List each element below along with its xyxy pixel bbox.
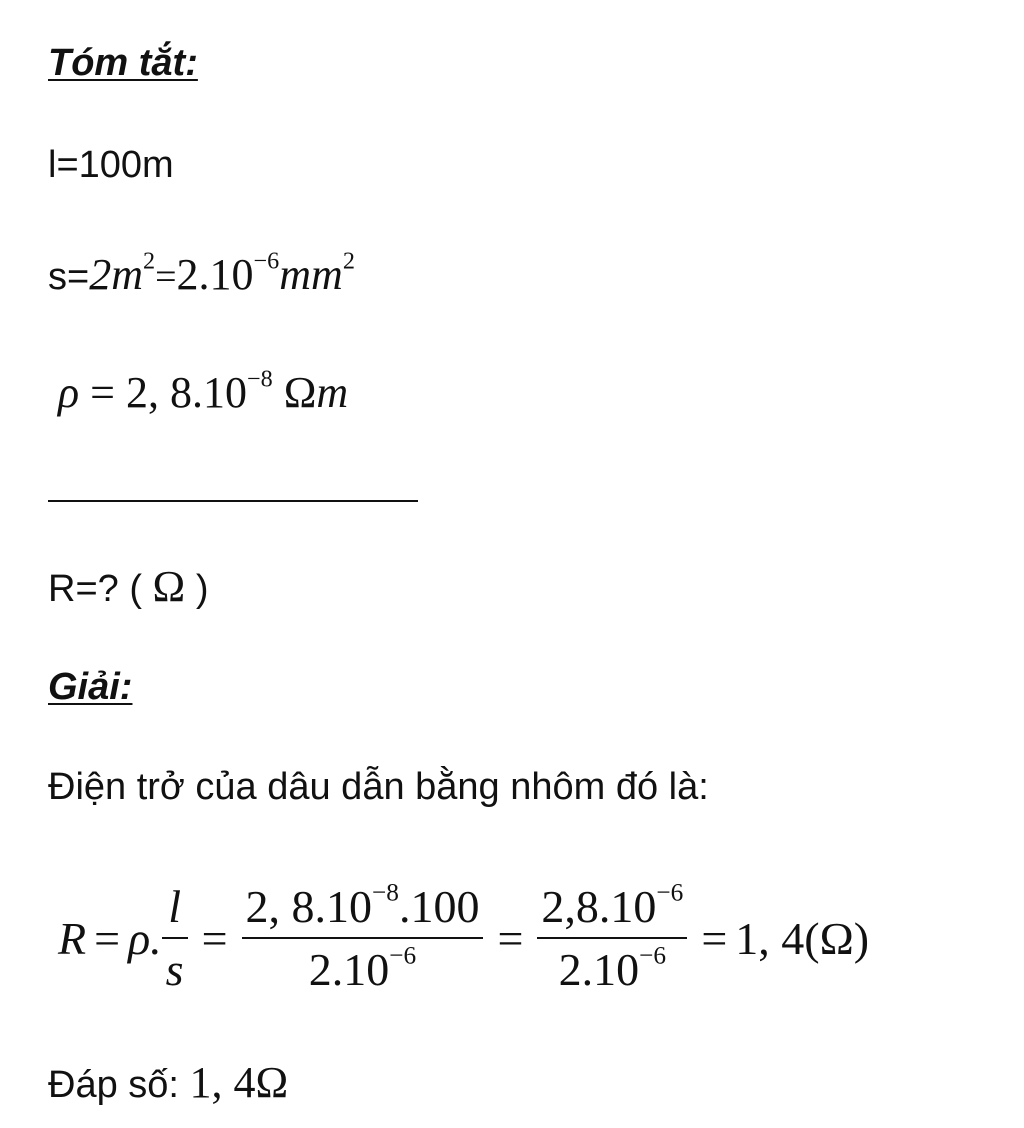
frac1-numerator: l xyxy=(168,881,181,932)
formula-lhs: R xyxy=(58,912,87,964)
fraction-substituted xyxy=(242,880,484,996)
fraction-simplified xyxy=(537,880,687,996)
frac3-numerator: $2,8.10^{-6}$ xyxy=(541,878,684,932)
rho-unit-omega: Ω xyxy=(283,368,317,417)
rho-value: 2, 8.10 xyxy=(125,368,247,417)
frac2-numerator: 2, $8.10^{-8}.100$ xyxy=(245,878,480,932)
solution-intro: Điện trở của dâu dẫn bằng nhôm đó là: xyxy=(48,766,709,808)
formula-result: 1, 4(Ω) xyxy=(735,912,870,964)
area-given xyxy=(48,247,355,300)
rho-exp: −8 xyxy=(246,365,273,393)
unknown-quantity xyxy=(48,564,208,612)
summary-heading: Tóm tắt: xyxy=(48,42,198,84)
formula-eq1: = xyxy=(94,912,121,964)
find-prefix: R=? ( xyxy=(48,568,142,610)
formula-eq4: = xyxy=(701,912,728,964)
rho-unit-m: m xyxy=(316,368,349,417)
answer-label: Đáp số: xyxy=(48,1064,179,1106)
area-exp-a: 2 xyxy=(142,247,156,275)
formula-eq3: = xyxy=(497,912,524,964)
rho-symbol: ρ xyxy=(58,368,80,417)
frac2-denominator: $2.10^{-6}$ xyxy=(308,941,417,995)
resistance-formula xyxy=(58,868,869,1008)
solution-heading: Giải: xyxy=(48,666,133,708)
area-prefix: s= xyxy=(48,256,90,298)
answer-value: 1, 4Ω xyxy=(189,1058,289,1107)
length-given: l=100m xyxy=(48,144,174,186)
separator-line xyxy=(48,500,418,502)
find-suffix: ) xyxy=(195,568,209,610)
resistivity-given xyxy=(58,365,349,417)
area-unit-b: mm xyxy=(279,250,343,299)
area-eq: = xyxy=(155,256,177,298)
frac1-denominator: s xyxy=(165,944,184,995)
formula-eq2: = xyxy=(201,912,228,964)
final-answer xyxy=(48,1060,288,1108)
area-value-b: 2.10 xyxy=(176,250,254,299)
area-exp-b: −6 xyxy=(253,247,280,275)
find-unit: Ω xyxy=(152,562,186,611)
formula-rho: ρ. xyxy=(128,912,162,964)
area-value-a: 2m xyxy=(89,250,143,299)
rho-eq: = xyxy=(90,368,115,417)
fraction-l-over-s xyxy=(162,880,188,996)
frac3-denominator: $2.10^{-6}$ xyxy=(558,941,667,995)
area-exp-c: 2 xyxy=(342,247,355,275)
